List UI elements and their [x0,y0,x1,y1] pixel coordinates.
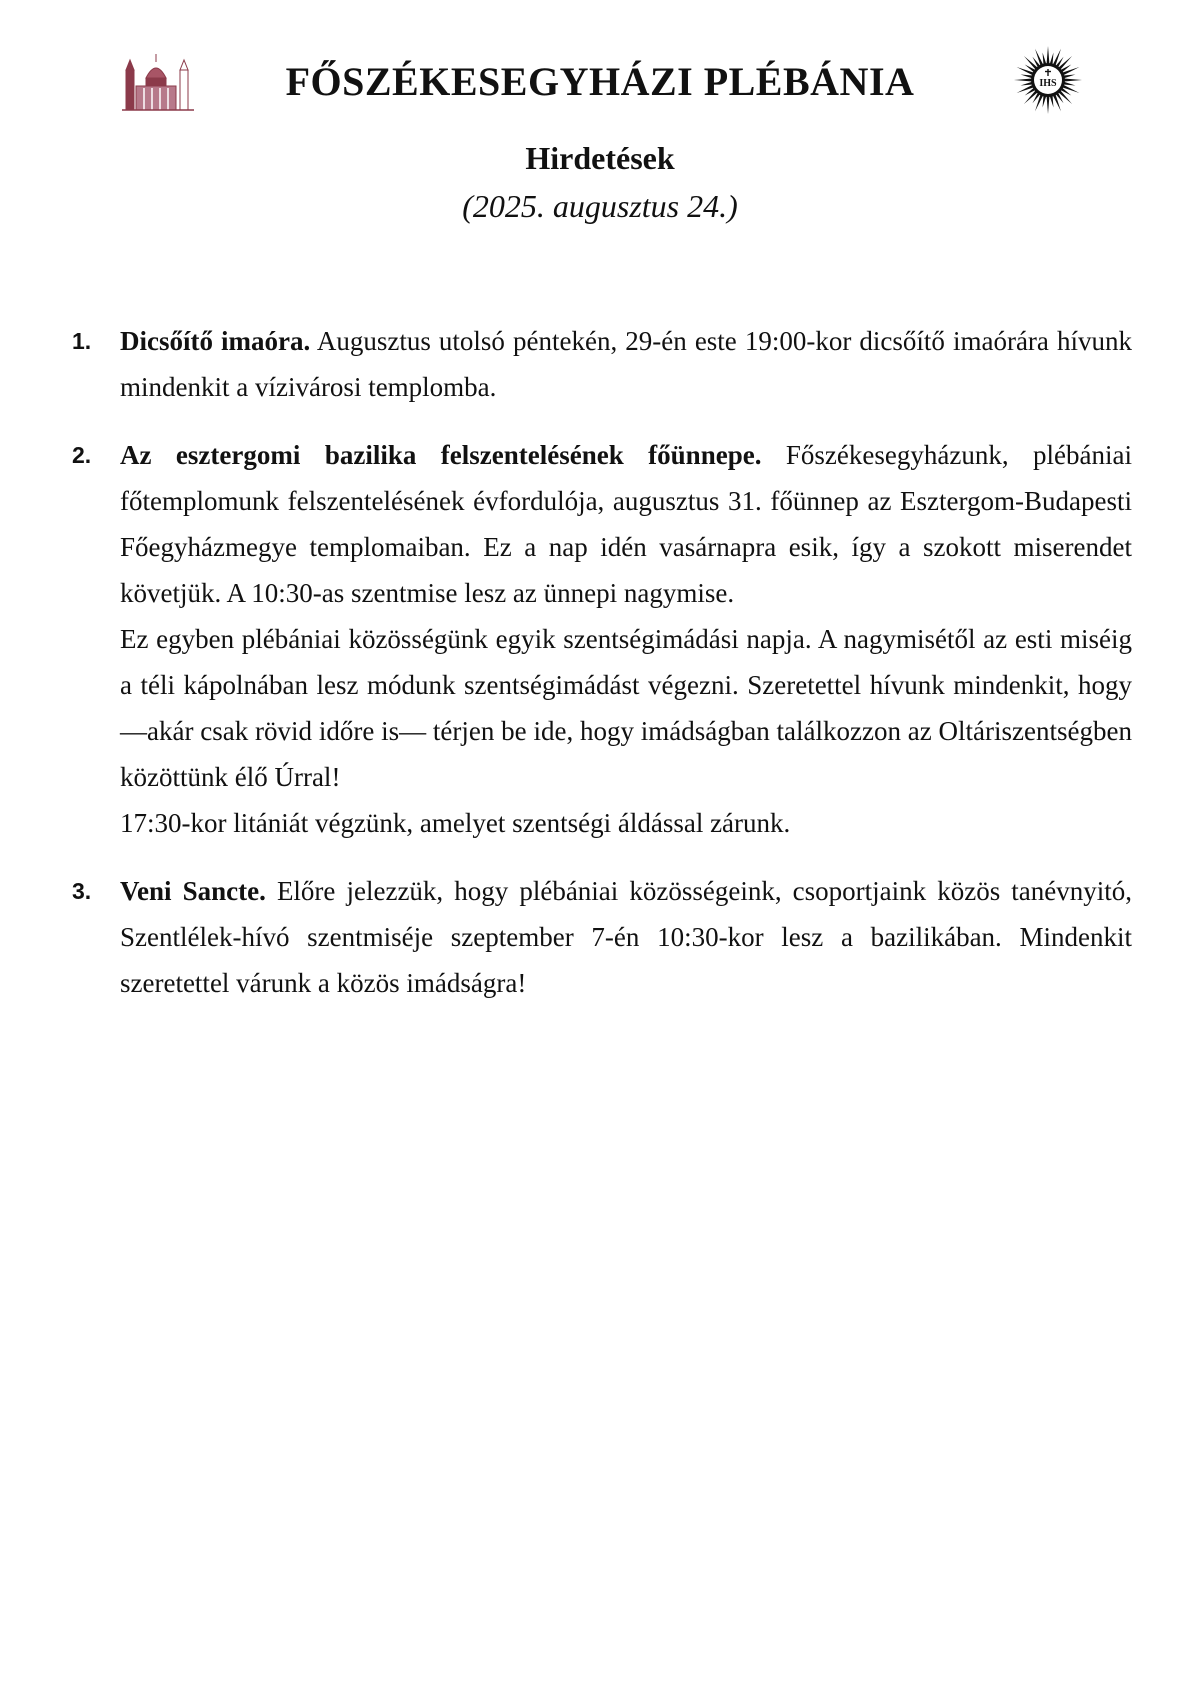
sun-ray [1050,53,1054,65]
item-number: 3. [72,878,92,904]
sun-ray [1043,95,1047,107]
item-title: Veni Sancte. [120,876,266,906]
parish-title: FŐSZÉKESEGYHÁZI PLÉBÁNIA [285,59,915,104]
item-number: 1. [72,328,92,354]
item-paragraph [120,318,1132,410]
announcement-list [72,318,1132,1028]
item-paragraph [120,432,1132,616]
sun-ray [1014,79,1032,82]
sun-ray [1021,82,1033,86]
sun-ray [1050,95,1054,107]
sun-ray [1063,75,1075,79]
item-paragraph: Ez egyben plébániai közösségünk egyik szentségimádási napja. A nagymisétől az esti miséig a téli kápolnában lesz módunk szentségimádást végezni. Szeretettel hívunk mindenkit, hogy —akár csak rövid időre is— térjen be ide, hogy imádságban találkozzon az Oltáriszentségben közöttünk élő Úrral! [120,624,1132,792]
ihs-sun-emblem-icon [1012,44,1084,116]
basilica-logo-icon [122,52,194,112]
item-paragraph [120,868,1132,1006]
sun-ray [1047,96,1050,114]
announcement-item [72,432,1132,846]
document-date: (2025. augusztus 24.) [462,188,738,224]
sun-ray [1043,53,1047,65]
ihs-monogram: IHS [1039,78,1057,89]
item-text: Augusztus utolsó péntekén, 29-én este 19:00-kor dicsőítő imaórára hívunk mindenkit a vízivárosi templomba. [120,326,1132,402]
sun-ray [1047,46,1050,64]
item-title: Dicsőítő imaóra. [120,326,311,356]
announcement-item [72,318,1132,410]
sun-ray [1021,75,1033,79]
sun-ray [1063,82,1075,86]
item-number: 2. [72,442,92,468]
item-text: Főszékesegyházunk, plébániai főtemplomunk felszentelésének évfordulója, augusztus 31. főünnep az Esztergom-Budapesti Főegyházmegye templomaiban. Ez a nap idén vasárnapra esik, így a szokott miserendet követjük. A 10:30-as szentmise lesz az ünnepi nagymise. [120,440,1132,608]
item-text: Előre jelezzük, hogy plébániai közösségeink, csoportjaink közös tanévnyitó, Szentlélek-hívó szentmiséje szeptember 7-én 10:30-kor lesz a bazilikában. Mindenkit szeretettel várunk a közös imádságra! [120,876,1133,998]
item-title: Az esztergomi bazilika felszentelésének főünnepe. [120,440,762,470]
announcement-item [72,868,1132,1006]
item-paragraph: 17:30-kor litániát végzünk, amelyet szentségi áldással zárunk. [120,808,791,838]
document-heading: Hirdetések [525,140,675,176]
sun-ray [1064,79,1082,82]
